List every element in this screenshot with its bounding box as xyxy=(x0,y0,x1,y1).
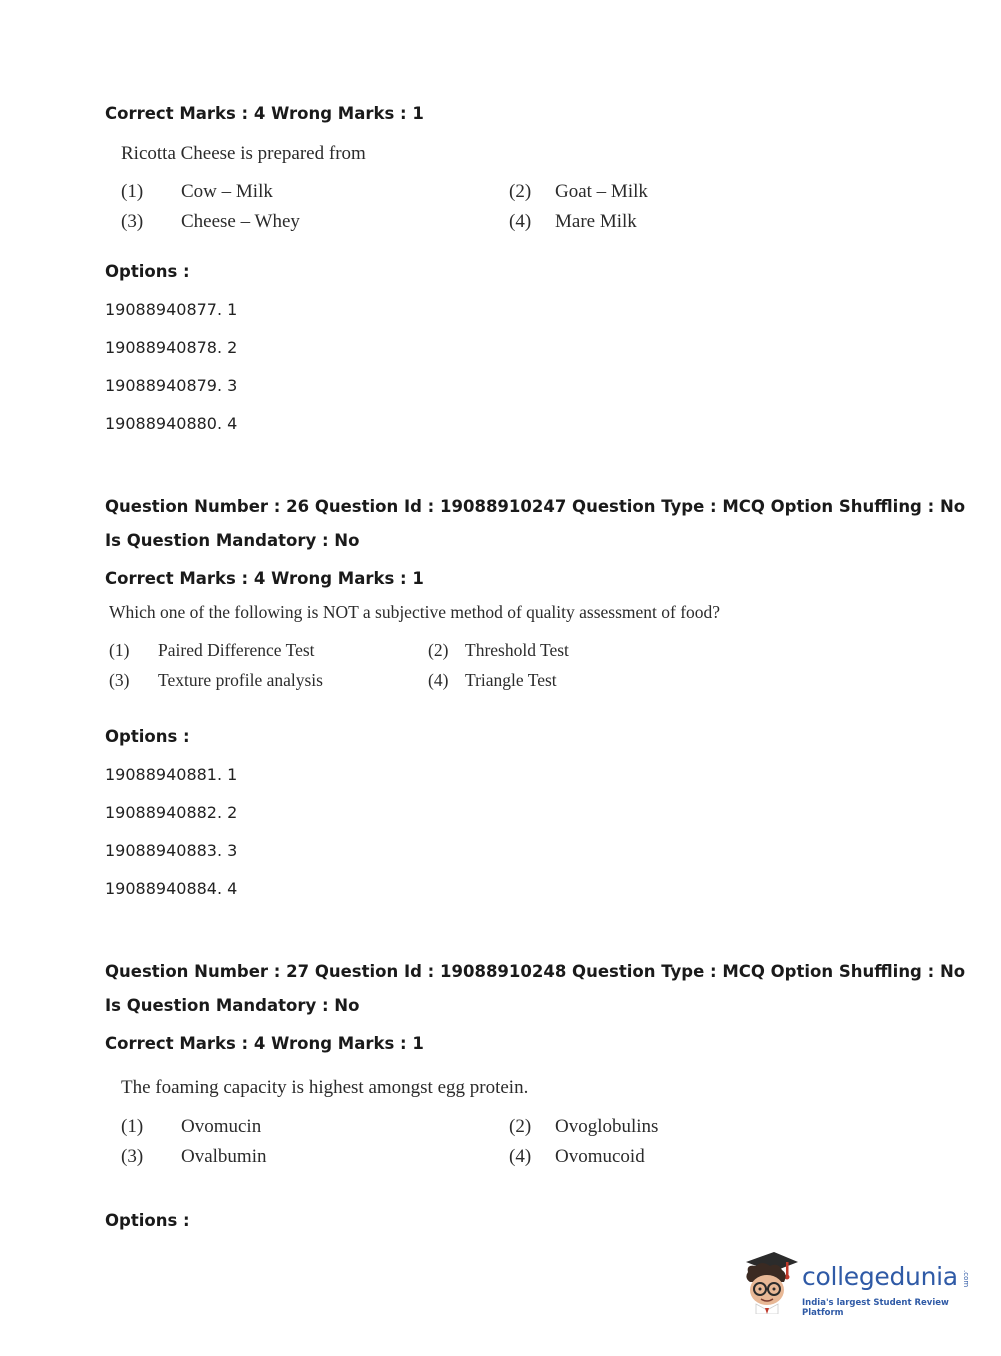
q26-choice-3-num: (3) xyxy=(109,670,130,690)
q27-marks: Correct Marks : 4 Wrong Marks : 1 xyxy=(105,1034,424,1053)
q25-choice-1-num: (1) xyxy=(121,181,144,202)
q26-choice-4-num: (4) xyxy=(428,670,449,690)
q27-choice-1-num: (1) xyxy=(121,1116,144,1137)
q25-option-3: 19088940879. 3 xyxy=(105,376,238,395)
q26-option-1: 19088940881. 1 xyxy=(105,765,238,784)
q27-choice-2-num: (2) xyxy=(509,1116,532,1137)
q27-choice-1-label: Ovomucin xyxy=(181,1116,262,1137)
q27-options-label: Options : xyxy=(105,1211,190,1230)
logo-wordmark: collegedunia xyxy=(802,1262,958,1291)
q25-option-2: 19088940878. 2 xyxy=(105,338,238,357)
q25-option-4: 19088940880. 4 xyxy=(105,414,238,433)
q25-option-1: 19088940877. 1 xyxy=(105,300,238,319)
q26-option-2: 19088940882. 2 xyxy=(105,803,238,822)
q27-choice-4-num: (4) xyxy=(509,1146,532,1167)
q25-choice-4-num: (4) xyxy=(509,211,532,232)
q27-choice-3-num: (3) xyxy=(121,1146,144,1167)
q26-option-4: 19088940884. 4 xyxy=(105,879,238,898)
q26-choice-1-label: Paired Difference Test xyxy=(158,640,315,660)
q27-question-text: The foaming capacity is highest amongst egg protein. xyxy=(121,1077,529,1098)
q25-choice-2-label: Goat – Milk xyxy=(555,181,648,202)
q26-choice-2-num: (2) xyxy=(428,640,449,660)
logo-tagline: India's largest Student Review Platform xyxy=(802,1298,949,1318)
q26-choice-2-label: Threshold Test xyxy=(465,640,569,660)
logo-dotcom: .com xyxy=(962,1270,970,1288)
q27-header: Question Number : 27 Question Id : 19088910248 Question Type : MCQ Option Shuffling : No xyxy=(105,962,966,981)
q25-choice-3-label: Cheese – Whey xyxy=(181,211,300,232)
q26-option-3: 19088940883. 3 xyxy=(105,841,238,860)
q25-question-text: Ricotta Cheese is prepared from xyxy=(121,143,366,164)
q26-marks: Correct Marks : 4 Wrong Marks : 1 xyxy=(105,569,424,588)
q25-choice-4-label: Mare Milk xyxy=(555,211,637,232)
q26-question-text: Which one of the following is NOT a subjective method of quality assessment of food? xyxy=(109,602,721,622)
q27-mandatory: Is Question Mandatory : No xyxy=(105,996,360,1015)
q27-choice-2-label: Ovoglobulins xyxy=(555,1116,659,1137)
q26-choice-1-num: (1) xyxy=(109,640,130,660)
q27-choice-3-label: Ovalbumin xyxy=(181,1146,267,1167)
q26-header: Question Number : 26 Question Id : 19088910247 Question Type : MCQ Option Shuffling : No xyxy=(105,497,966,516)
q25-marks: Correct Marks : 4 Wrong Marks : 1 xyxy=(105,104,424,123)
q26-choice-3-label: Texture profile analysis xyxy=(158,670,323,690)
q26-choice-4-label: Triangle Test xyxy=(465,670,557,690)
q25-choice-2-num: (2) xyxy=(509,181,532,202)
q25-choice-3-num: (3) xyxy=(121,211,144,232)
collegedunia-logo[interactable] xyxy=(740,1248,970,1318)
q25-choice-1-label: Cow – Milk xyxy=(181,181,273,202)
q26-options-label: Options : xyxy=(105,727,190,746)
q25-options-label: Options : xyxy=(105,262,190,281)
q26-mandatory: Is Question Mandatory : No xyxy=(105,531,360,550)
mascot-icon xyxy=(740,1248,802,1314)
q27-choice-4-label: Ovomucoid xyxy=(555,1146,645,1167)
